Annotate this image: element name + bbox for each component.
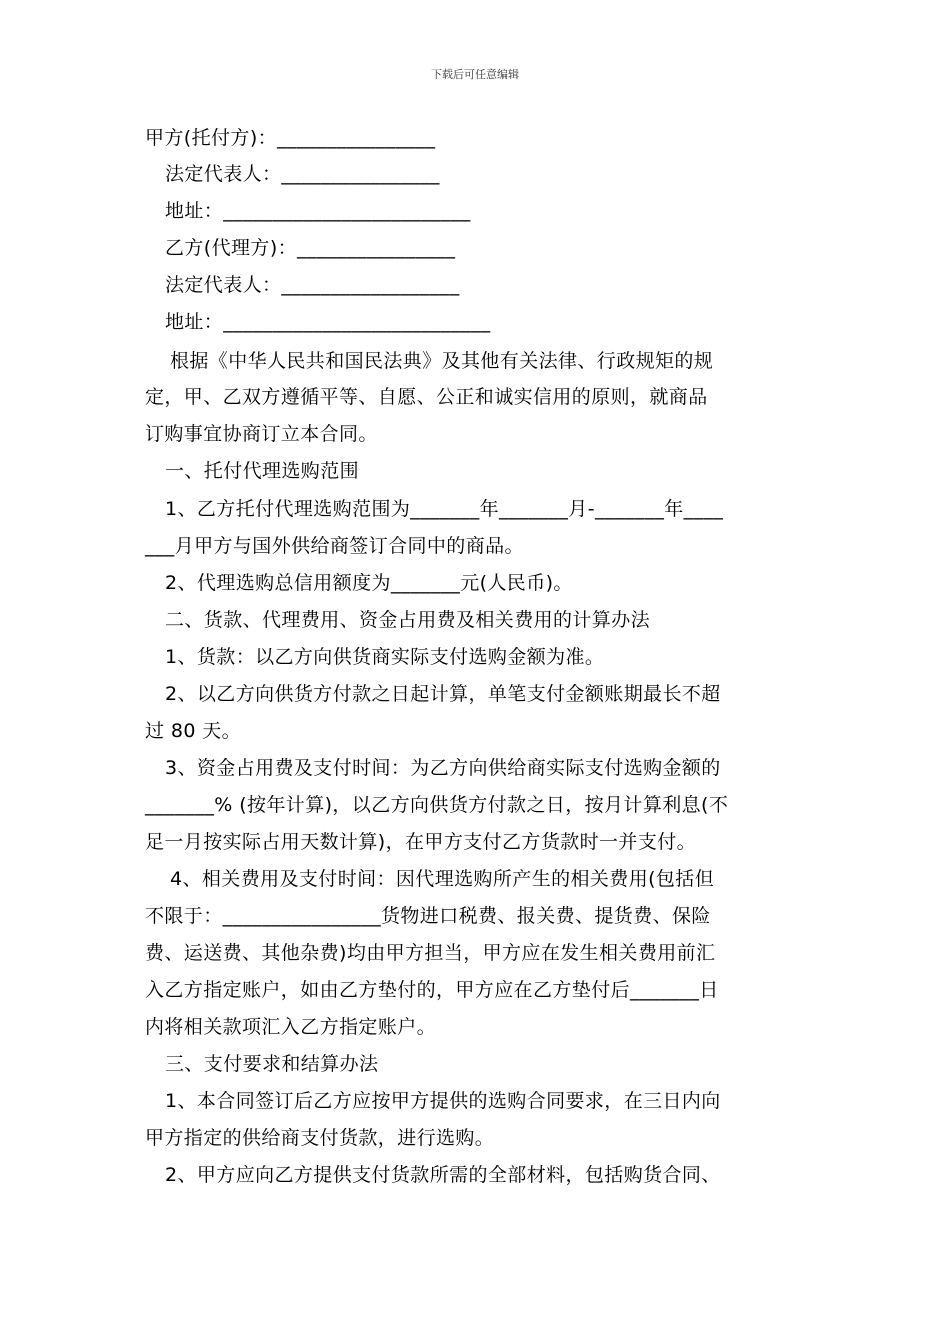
preamble-line-3: 订购事宜协商订立本合同。: [145, 423, 378, 445]
section-1-item-2: 2、代理选购总信用额度为_______元(人民币)。: [165, 572, 573, 594]
party-b-line: 乙方(代理方)：________________: [165, 237, 456, 259]
section-2-item-1: 1、货款：以乙方向供货商实际支付选购金额为准。: [165, 646, 605, 668]
section-2-item-2-line-2: 过 80 天。: [145, 720, 242, 742]
section-2-item-2-line-1: 2、以乙方向供货方付款之日起计算，单笔支付金额账期最长不超: [165, 683, 721, 705]
preamble-line-1: 根据《中华人民共和国民法典》及其他有关法律、行政规矩的规: [170, 350, 714, 372]
page-header-note: 下载后可任意编辑: [431, 68, 519, 81]
section-1-title: 一、托付代理选购范围: [165, 460, 360, 482]
section-2-item-4-line-1: 4、相关费用及支付时间：因代理选购所产生的相关费用(包括但: [170, 868, 715, 890]
section-1-item-1-line-2: ___月甲方与国外供给商签订合同中的商品。: [145, 535, 524, 557]
party-a-address-line: 地址：_________________________: [165, 200, 471, 222]
party-b-representative-line: 法定代表人：__________________: [165, 274, 460, 296]
section-3-title: 三、支付要求和结算办法: [165, 1053, 379, 1075]
section-2-item-3-line-2: _______% (按年计算)，以乙方向供货方付款之日，按月计算利息(不: [145, 794, 729, 816]
party-b-address-line: 地址：___________________________: [165, 311, 491, 333]
section-3-item-1-line-1: 1、本合同签订后乙方应按甲方提供的选购合同要求，在三日内向: [165, 1090, 721, 1112]
section-1-item-1-line-1: 1、乙方托付代理选购范围为_______年_______月-_______年____: [165, 498, 724, 520]
section-2-item-4-line-3: 费、运送费、其他杂费)均由甲方担当，甲方应在发生相关费用前汇: [145, 942, 716, 964]
party-a-line: 甲方(托付方)：________________: [145, 127, 436, 149]
section-2-item-4-line-2: 不限于：________________货物进口税费、报关费、提货费、保险: [145, 905, 711, 927]
section-2-item-4-line-5: 内将相关款项汇入乙方指定账户。: [145, 1016, 437, 1038]
preamble-line-2: 定，甲、乙双方遵循平等、自愿、公正和诚实信用的原则，就商品: [145, 386, 708, 408]
party-a-representative-line: 法定代表人：________________: [165, 163, 440, 185]
section-3-item-1-line-2: 甲方指定的供给商支付货款，进行选购。: [145, 1127, 495, 1149]
section-3-item-2-line-1: 2、甲方应向乙方提供支付货款所需的全部材料，包括购货合同、: [165, 1164, 721, 1186]
section-2-item-3-line-3: 足一月按实际占用天数计算)，在甲方支付乙方货款时一并支付。: [145, 831, 697, 853]
section-2-item-3-line-1: 3、资金占用费及支付时间：为乙方向供给商实际支付选购金额的: [165, 757, 721, 779]
section-2-title: 二、货款、代理费用、资金占用费及相关费用的计算办法: [165, 609, 651, 631]
section-2-item-4-line-4: 入乙方指定账户，如由乙方垫付的，甲方应在乙方垫付后_______日: [145, 979, 719, 1001]
